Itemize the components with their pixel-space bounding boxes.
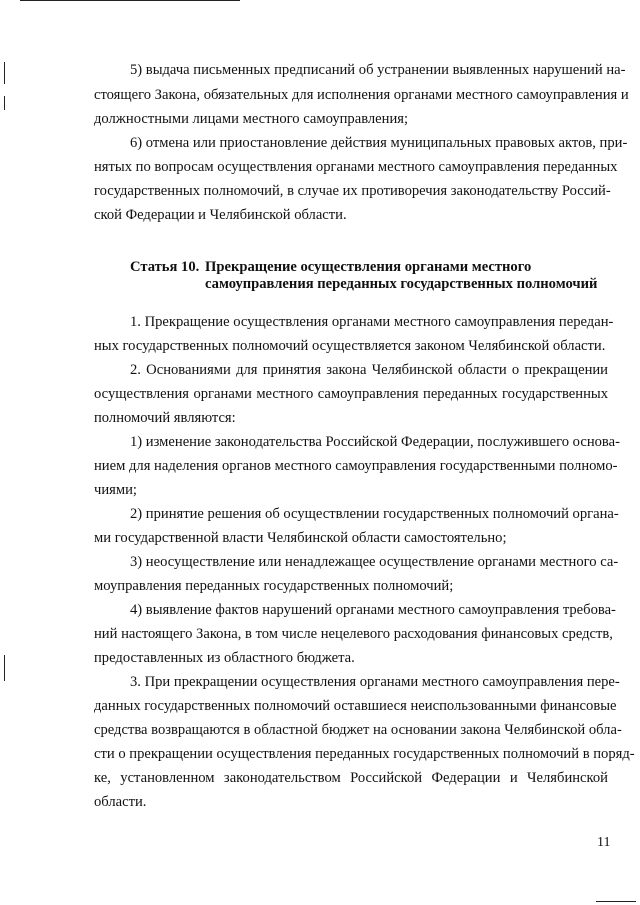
scan-edge-line xyxy=(596,901,636,902)
text-line: 2) принятие решения об осуществлении государственных полномочий органа- xyxy=(130,506,619,522)
text-line: ми государственной власти Челябинской области самостоятельно; xyxy=(94,530,507,546)
page-number: 11 xyxy=(597,835,611,850)
text-line: сти о прекращении осуществления переданных государственных полномочий в поряд- xyxy=(94,746,635,762)
text-line: 2. Основаниями для принятия закона Челябинской области о прекращении xyxy=(130,362,608,378)
text-line: стоящего Закона, обязательных для исполнения органами местного самоуправления и xyxy=(94,87,629,103)
text-line: осуществления органами местного самоуправления переданных государственных xyxy=(94,386,608,402)
text-line: средства возвращаются в областной бюджет на основании закона Челябинской обла- xyxy=(94,722,622,738)
scan-edge-mark xyxy=(4,655,5,681)
text-line: ных государственных полномочий осуществляется законом Челябинской области. xyxy=(94,338,606,354)
scan-edge-line xyxy=(20,0,240,1)
text-line: 3) неосуществление или ненадлежащее осуществление органами местного са- xyxy=(130,554,619,570)
text-line: полномочий являются: xyxy=(94,410,236,426)
text-line: чиями; xyxy=(94,482,137,498)
text-line: ний настоящего Закона, в том числе нецелевого расходования финансовых средств, xyxy=(94,626,613,642)
scan-edge-mark xyxy=(4,62,5,84)
text-line: данных государственных полномочий оставшиеся неиспользованными финансовые xyxy=(94,698,617,714)
text-line: нием для наделения органов местного самоуправления государственными полномо- xyxy=(94,458,618,474)
article-title-line: самоуправления переданных государственных полномочий xyxy=(205,276,598,292)
text-line: области. xyxy=(94,794,147,810)
text-line: нятых по вопросам осуществления органами местного самоуправления переданных xyxy=(94,159,618,175)
text-line: государственных полномочий, в случае их противоречия законодательству Россий- xyxy=(94,183,611,199)
article-label: Статья 10. xyxy=(130,259,200,275)
text-line: 6) отмена или приостановление действия муниципальных правовых актов, при- xyxy=(130,135,628,151)
text-line: 1) изменение законодательства Российской Федерации, послужившего основа- xyxy=(130,434,620,450)
text-line: предоставленных из областного бюджета. xyxy=(94,650,355,666)
text-line: 4) выявление фактов нарушений органами местного самоуправления требова- xyxy=(130,602,616,618)
text-line: 3. При прекращении осуществления органами местного самоуправления пере- xyxy=(130,674,620,690)
text-line: 5) выдача письменных предписаний об устранении выявленных нарушений на- xyxy=(130,62,626,78)
text-line: ской Федерации и Челябинской области. xyxy=(94,207,347,223)
text-line: ке, установленном законодательством Российской Федерации и Челябинской xyxy=(94,770,608,786)
text-line: 1. Прекращение осуществления органами местного самоуправления передан- xyxy=(130,314,614,330)
text-line: моуправления переданных государственных полномочий; xyxy=(94,578,454,594)
article-title-line: Прекращение осуществления органами местного xyxy=(205,259,532,275)
text-line: должностными лицами местного самоуправления; xyxy=(94,111,409,127)
scan-edge-mark xyxy=(4,96,5,110)
